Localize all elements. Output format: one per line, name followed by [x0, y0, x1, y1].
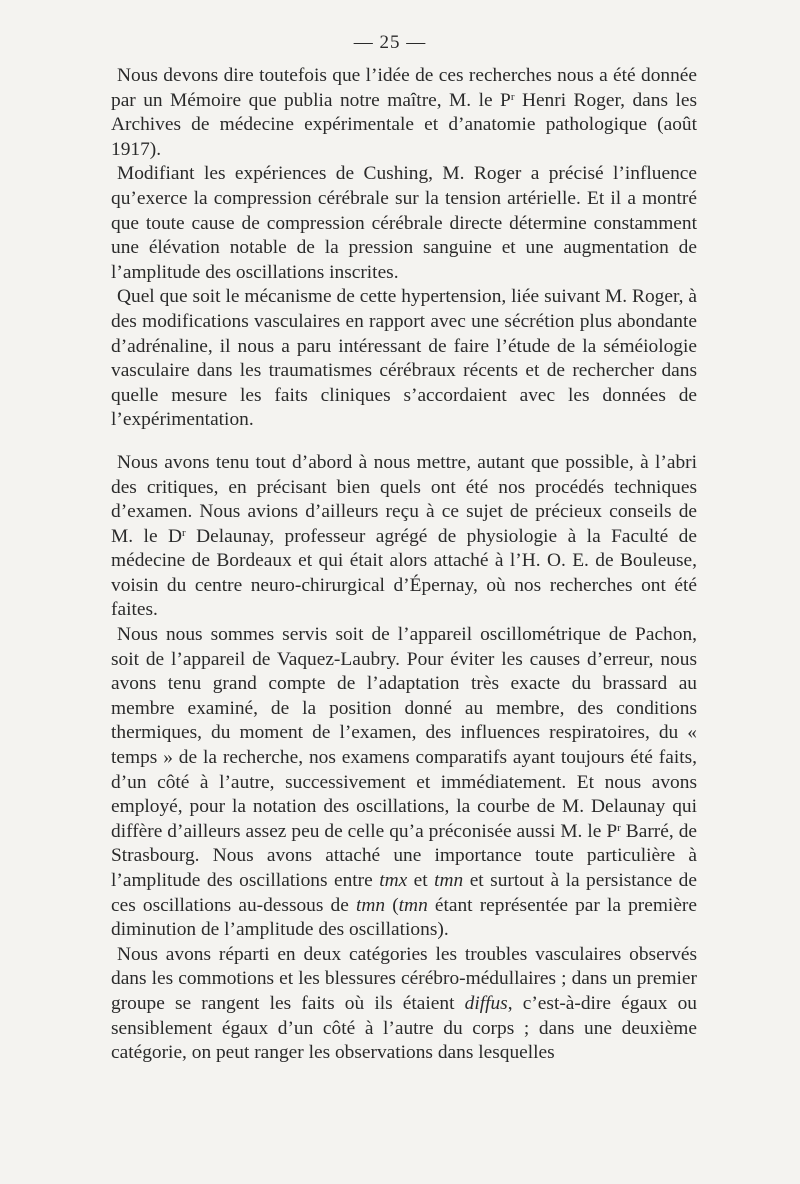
paragraph-1 [111, 64, 697, 162]
text-run: Nous avons réparti en deux catégories les troubles vasculaires observés dans les commotions et les blessures cérébro-médullaires ; dans un premier groupe se rangent les faits où ils étaient [111, 943, 697, 1014]
italic-term: diffus [464, 992, 508, 1014]
text-run: Delaunay, professeur agrégé de physiologie à la Faculté de médecine de Bordeaux et qui était alors attaché à l’H. O. E. de Bouleuse, voisin du centre neuro-chirurgical d’Épernay, où nos recherches ont été faites. [111, 525, 697, 621]
text-run: Modifiant les expériences de Cushing, M. Roger a précisé l’influence qu’exerce la compression cérébrale sur la tension artérielle. Et il a montré que toute cause de compression cérébrale directe détermine constamment une élévation notable de la pression sanguine et une augmentation de l’amplitude des oscillations inscrites. [111, 163, 697, 283]
italic-term: tmn [355, 894, 386, 916]
text-run: Henri Roger, dans les Archives de médecine expérimentale et d’anatomie pathologique (août 1917). [111, 89, 697, 160]
italic-term: tmn [434, 870, 464, 891]
paragraph-3 [111, 285, 697, 433]
text-run: et [407, 870, 435, 891]
superscript: r [510, 90, 515, 103]
text-run: étant représentée par la première diminution de l’amplitude des oscillations). [111, 894, 697, 941]
paragraph-5 [111, 623, 697, 943]
text-run: ( [385, 894, 399, 916]
body-text [111, 64, 697, 1066]
text-run: Quel que soit le mécanisme de cette hypertension, liée suivant M. Roger, à des modifications vasculaires en rapport avec une sécrétion plus abondante d’adrénaline, il nous a paru intéressant de faire l’étude de la séméiologie vasculaire dans les traumatismes cérébraux récents et de rechercher dans quelle mesure les faits cliniques s’accordaient avec les données de l’expérimentation. [111, 286, 697, 431]
paragraph-2 [111, 162, 697, 285]
text-run: , c’est-à-dire égaux ou sensiblement égaux d’un côté à l’autre du corps ; dans une deuxième catégorie, on peut ranger les observations dans lesquelles [111, 992, 697, 1064]
superscript: r [617, 821, 621, 834]
text-run: Nous devons dire toutefois que l’idée de ces recherches nous a été donnée par un Mémoire que publia notre maître, M. le P [111, 65, 697, 111]
text-run: et surtout à la persistance de ces oscillations au-dessous de [111, 870, 697, 916]
text-run: Nous avons tenu tout d’abord à nous mettre, autant que possible, à l’abri des critiques, en précisant bien quels ont été nos procédés techniques d’examen. Nous avions d’ailleurs reçu à ce sujet de précieux conseils de M. le D [111, 451, 697, 547]
italic-term: tmn [398, 894, 428, 916]
text-run: Nous nous sommes servis soit de l’appareil oscillométrique de Pachon, soit de l’appareil de Vaquez-Laubry. Pour éviter les causes d’erreur, nous avons tenu grand compte de l’adaptation très exacte du brassard au membre examiné, de la position donné au membre, des conditions thermiques, du moment de l’examen, des influences respiratoires, du « temps » de la recherche, nos examens comparatifs ayant toujours été faits, d’un côté à l’autre, successivement et immédiatement. Et nous avons employé, pour la notation des oscillations, la courbe de M. Delaunay qui diffère d’ailleurs assez peu de celle qu’a préconisée aussi M. le P [111, 624, 697, 842]
page-number: — 25 — [353, 32, 427, 53]
superscript: r [182, 526, 186, 539]
text-run: Barré, de Strasbourg. Nous avons attaché une importance toute particulière à l’amplitude des oscillations entre [111, 820, 698, 891]
paragraph-6 [111, 943, 697, 1066]
paragraph-4 [111, 451, 697, 623]
italic-term: tmx [379, 870, 408, 891]
